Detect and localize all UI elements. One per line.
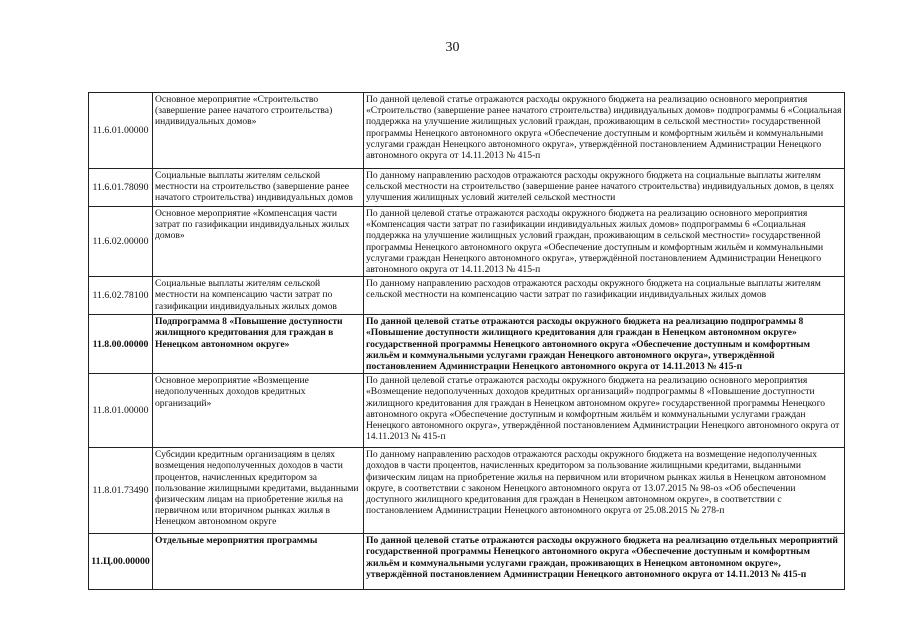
row-name: Социальные выплаты жителям сельской местности на строительство (завершение ранее начатого строительства) индивидуальных домов (153, 169, 364, 207)
table-row (89, 277, 845, 315)
row-description: По данной целевой статье отражаются расходы окружного бюджета на реализацию основного мероприятия «Компенсация части затрат по газификации индивидуальных жилых домов» подпрограммы 6 «Социальная поддержка на улучшение жилищных условий граждан, проживающим в сельской местности» государственной программы Ненецкого автономного округа «Обеспечение доступным и комфортным жильём и коммунальными услугами граждан Ненецкого автономного округа», утверждённой постановлением Администрации Ненецкого автономного округа от 14.11.2013 № 415-п (364, 207, 845, 277)
row-code: 11.8.00.00000 (89, 315, 153, 374)
budget-classification-table (88, 92, 845, 590)
row-name: Субсидии кредитным организациям в целях возмещения недополученных доходов в части процентов, начисленных кредитором за пользование жилищными кредитами, выданными физическим лицам на приобретение жилья на первичном или вторичном рынках жилья в Ненецком автономном округе (153, 448, 364, 534)
row-code: 11.6.02.78100 (89, 277, 153, 315)
page-number: 30 (445, 40, 460, 55)
table-row (89, 534, 845, 590)
table-row (89, 93, 845, 169)
row-name: Основное мероприятие «Возмещение недополученных доходов кредитных организаций» (153, 374, 364, 448)
row-code: 11.8.01.00000 (89, 374, 153, 448)
row-description: По данной целевой статье отражаются расходы окружного бюджета на реализацию основного мероприятия «Возмещение недополученных доходов кредитных организаций» подпрограммы 8 «Повышение доступности жилищного кредитования для граждан в Ненецком автономном округе» государственной программы Ненецкого автономного округа «Обеспечение доступным и комфортным жильём и коммунальными услугами граждан Ненецкого автономного округа», утверждённой постановлением Администрации Ненецкого автономного округа от 14.11.2013 № 415-п (364, 374, 845, 448)
row-description: По данной целевой статье отражаются расходы окружного бюджета на реализацию отдельных мероприятий государственной программы Ненецкого автономного округа «Обеспечение доступным и комфортным жильём и коммунальными услугами граждан, проживающих в Ненецком автономном округе», утверждённой постановлением Администрации Ненецкого автономного округа от 14.11.2013 № 415-п (364, 534, 845, 590)
table-row (89, 374, 845, 448)
row-code: 11.Ц.00.00000 (89, 534, 153, 590)
row-name: Социальные выплаты жителям сельской местности на компенсацию части затрат по газификации индивидуальных жилых домов (153, 277, 364, 315)
row-description: По данному направлению расходов отражаются расходы окружного бюджета на социальные выплаты жителям сельской местности на строительство (завершение ранее начатого строительства) индивидуальных домов, в целях улучшения жилищных условий жителей сельской местности (364, 169, 845, 207)
row-name: Подпрограмма 8 «Повышение доступности жилищного кредитования для граждан в Ненецком автономном округе» (153, 315, 364, 374)
row-code: 11.6.01.78090 (89, 169, 153, 207)
row-description: По данной целевой статье отражаются расходы окружного бюджета на реализацию подпрограммы 8 «Повышение доступности жилищного кредитования для граждан в Ненецком автономном округе» государственной программы Ненецкого автономного округа «Обеспечение доступным и комфортным жильём и коммунальными услугами граждан Ненецкого автономного округа», утверждённой постановлением Администрации Ненецкого автономного округа от 14.11.2013 № 415-п (364, 315, 845, 374)
table-row (89, 169, 845, 207)
row-name: Основное мероприятие «Строительство (завершение ранее начатого строительства) индивидуальных домов» (153, 93, 364, 169)
row-code: 11.8.01.73490 (89, 448, 153, 534)
table-body (89, 93, 845, 590)
row-description: По данному направлению расходов отражаются расходы окружного бюджета на социальные выплаты жителям сельской местности на компенсацию части затрат по газификации индивидуальных жилых домов (364, 277, 845, 315)
row-description: По данному направлению расходов отражаются расходы окружного бюджета на возмещение недополученных доходов в части процентов, начисленных кредитором за пользование жилищными кредитами, выданными физическим лицам на приобретение жилья на первичном или вторичном рынках жилья в Ненецком автономном округе, в соответствии с законом Ненецкого автономного округа от 13.07.2015 № 98-оз «Об обеспечении доступного жилищного кредитования для граждан в Ненецком автономном округе», в соответствии с постановлением Администрации Ненецкого автономного округа от 25.08.2015 № 278-п (364, 448, 845, 534)
row-name: Основное мероприятие «Компенсация части затрат по газификации индивидуальных жилых домов» (153, 207, 364, 277)
table-row (89, 448, 845, 534)
row-name: Отдельные мероприятия программы (153, 534, 364, 590)
table-row (89, 207, 845, 277)
row-description: По данной целевой статье отражаются расходы окружного бюджета на реализацию основного мероприятия «Строительство (завершение ранее начатого строительства) индивидуальных домов» подпрограммы 6 «Социальная поддержка на улучшение жилищных условий граждан, проживающим в сельской местности» государственной программы Ненецкого автономного округа «Обеспечение доступным и комфортным жильём и коммунальными услугами граждан Ненецкого автономного округа», утверждённой постановлением Администрации Ненецкого автономного округа от 14.11.2013 № 415-п (364, 93, 845, 169)
row-code: 11.6.02.00000 (89, 207, 153, 277)
row-code: 11.6.01.00000 (89, 93, 153, 169)
table-row (89, 315, 845, 374)
